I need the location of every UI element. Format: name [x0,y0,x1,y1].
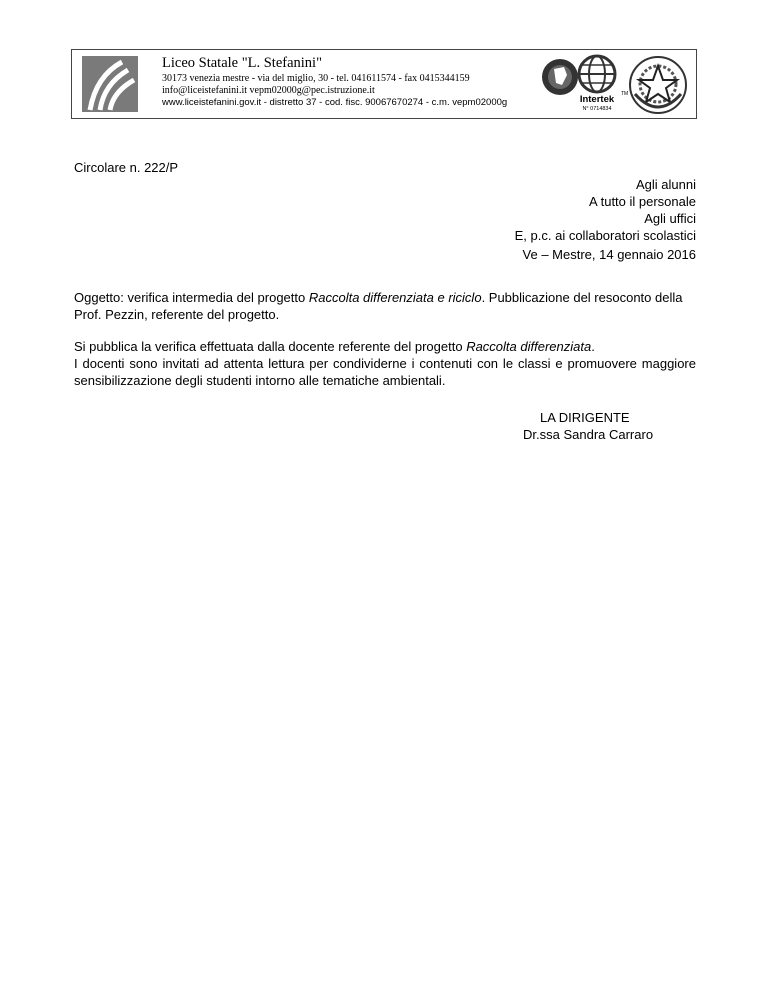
body-p1-suffix: . [591,339,595,354]
subject-suffix: . Pubblicazione del resoconto della Prof. Pezzin, referente del progetto. [74,290,683,322]
body-p1-project: Raccolta differenziata [466,339,592,354]
signature-name: Dr.ssa Sandra Carraro [523,427,654,442]
italian-republic-emblem-icon [627,54,689,116]
signature-role: LA DIRIGENTE [540,410,630,425]
recipients-block [74,176,696,244]
school-name: Liceo Statale "L. Stefanini" [162,55,323,71]
recipient-line: E, p.c. ai collaboratori scolastici [514,228,696,243]
body-text [74,338,696,389]
subject-paragraph [74,289,696,323]
subject-project: Raccolta differenziata e riciclo [308,290,482,305]
recipient-line: A tutto il personale [589,194,696,209]
date-line: Ve – Mestre, 14 gennaio 2016 [522,247,696,262]
recipient-line: Agli alunni [636,177,696,192]
school-website: www.liceistefanini.gov.it - distretto 37 - cod. fisc. 90067670274 - c.m. vepm02000g [162,97,508,108]
intertek-certification [572,53,622,115]
letterhead-text [162,53,542,109]
recipient-line: Agli uffici [644,211,696,226]
school-logo [82,56,138,112]
school-address: 30173 venezia mestre - via del miglio, 30 - tel. 041611574 - fax 0415344159 [162,73,470,84]
intertek-number: N° 0714834 [582,106,612,112]
body-paragraph-1 [74,338,696,355]
circular-number: Circolare n. 222/P [74,160,179,175]
trademark-mark: TM [621,91,629,97]
body-paragraph-2: I docenti sono invitati ad attenta lettura per condividerne i contenuti con le classi e promuovere maggiore sensibilizzazione degli studenti intorno alle tematiche ambientali. [74,356,696,388]
school-email: info@liceistefanini.it vepm02000g@pec.istruzione.it [162,85,375,96]
subject-prefix: Oggetto: verifica intermedia del progetto [74,290,309,305]
letterhead [71,49,697,119]
body-p1-prefix: Si pubblica la verifica effettuata dalla docente referente del progetto [74,339,467,354]
intertek-label: Intertek [579,94,615,105]
globe-icon [572,53,622,95]
